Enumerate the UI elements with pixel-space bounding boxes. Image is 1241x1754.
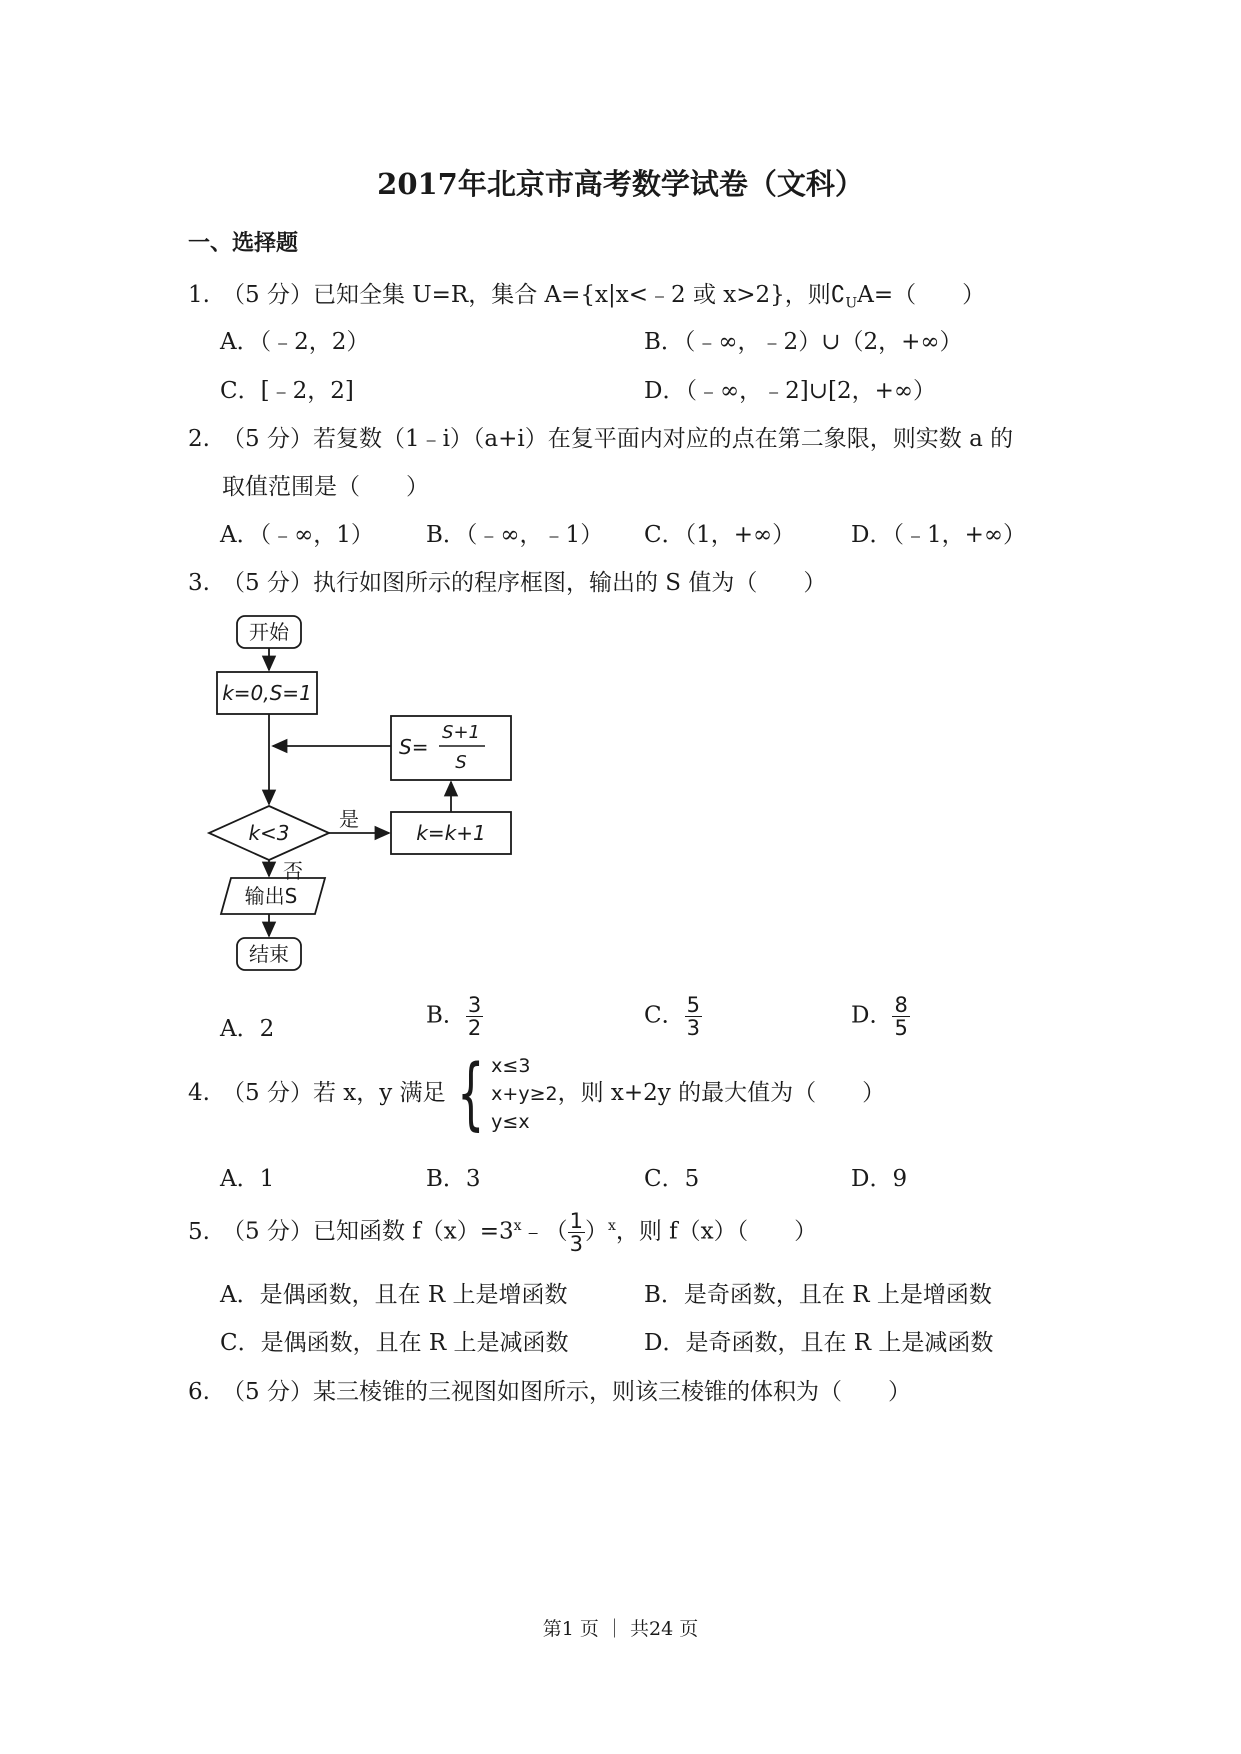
numerator: 1 bbox=[569, 1209, 583, 1233]
question-stem: （5 分）已知全集 U=R，集合 A={x|x<﹣2 或 x>2}，则∁ bbox=[222, 282, 846, 308]
option-b: B．3 bbox=[426, 1166, 481, 1192]
denominator: 3 bbox=[686, 1016, 700, 1040]
page-footer: 第1 页 ｜ 共24 页 bbox=[542, 1618, 699, 1640]
question-stem-end: A=（ ） bbox=[857, 282, 986, 308]
question-number: 5. bbox=[188, 1218, 210, 1245]
constraint: x≤3 bbox=[491, 1055, 531, 1077]
flowchart-init-label: k=0,S=1 bbox=[222, 681, 312, 705]
question-number: 1. bbox=[188, 282, 210, 308]
option-c: C．（1，+∞） bbox=[644, 522, 796, 548]
option-a: A．（﹣∞，1） bbox=[220, 522, 374, 548]
fraction bbox=[568, 1210, 585, 1255]
question-stem-end: ，则 f（x）（ ） bbox=[615, 1218, 818, 1245]
option-d: D．9 bbox=[851, 1166, 908, 1192]
section-heading: 一、选择题 bbox=[188, 230, 299, 256]
constraint: y≤x bbox=[491, 1111, 530, 1133]
flowchart-end-label: 结束 bbox=[249, 942, 289, 966]
fraction bbox=[685, 994, 702, 1039]
question-stem: ﹣（ bbox=[521, 1218, 568, 1245]
option-c bbox=[644, 994, 702, 1039]
exponent: x bbox=[513, 1217, 522, 1234]
flowchart-output-label: 输出S bbox=[244, 884, 298, 908]
option-label: B． bbox=[426, 1002, 466, 1029]
exponent: x bbox=[607, 1217, 616, 1234]
question-number: 3. bbox=[188, 570, 210, 596]
flowchart-assign-numerator: S+1 bbox=[442, 722, 480, 743]
fraction bbox=[466, 994, 483, 1039]
question-2-line2: 取值范围是（ ） bbox=[222, 474, 429, 500]
question-stem: （5 分）若 x，y 满足 bbox=[222, 1080, 446, 1106]
option-label: C． bbox=[644, 1002, 685, 1029]
numerator: 5 bbox=[686, 993, 700, 1017]
page-title: 2017年北京市高考数学试卷（文科） bbox=[377, 167, 864, 201]
option-c: C．5 bbox=[644, 1166, 700, 1192]
denominator: 2 bbox=[467, 1016, 482, 1040]
option-b bbox=[426, 994, 483, 1039]
option-d: D．（﹣1，+∞） bbox=[851, 522, 1027, 548]
question-3 bbox=[188, 564, 826, 597]
option-d: D．（﹣∞，﹣2]∪[2，+∞） bbox=[644, 378, 937, 404]
flowchart-increment-label: k=k+1 bbox=[416, 821, 486, 845]
flowchart-condition-label: k<3 bbox=[248, 821, 290, 845]
question-number: 4. bbox=[188, 1080, 210, 1106]
flowchart-start-label: 开始 bbox=[249, 620, 289, 644]
question-number: 2. bbox=[188, 426, 210, 452]
question-5 bbox=[188, 1210, 817, 1255]
option-a: A．2 bbox=[220, 1016, 275, 1042]
question-2 bbox=[188, 420, 1013, 453]
flowchart bbox=[185, 608, 525, 988]
option-c: C．是偶函数，且在 R 上是减函数 bbox=[220, 1330, 569, 1356]
numerator: 8 bbox=[894, 993, 908, 1017]
question-stem: （5 分）执行如图所示的程序框图，输出的 S 值为（ ） bbox=[222, 570, 827, 596]
option-a: A．（﹣2，2） bbox=[220, 329, 370, 355]
inequality-system bbox=[446, 1049, 558, 1139]
flowchart-no-label: 否 bbox=[283, 859, 303, 883]
brace-icon: { bbox=[456, 1049, 485, 1139]
option-d: D．是奇函数，且在 R 上是减函数 bbox=[644, 1330, 994, 1356]
option-b: B．（﹣∞，﹣2）∪（2，+∞） bbox=[644, 329, 963, 355]
fraction bbox=[892, 994, 909, 1039]
flowchart-assign-lhs: S= bbox=[399, 735, 429, 759]
flowchart-assign-denominator: S bbox=[455, 752, 467, 773]
question-1 bbox=[188, 276, 985, 312]
constraint: x+y≥2 bbox=[491, 1083, 558, 1105]
option-a: A．是偶函数，且在 R 上是增函数 bbox=[220, 1282, 568, 1308]
option-c: C．[﹣2，2] bbox=[220, 378, 354, 404]
numerator: 3 bbox=[467, 993, 482, 1017]
denominator: 5 bbox=[894, 1016, 908, 1040]
option-b: B．是奇函数，且在 R 上是增函数 bbox=[644, 1282, 992, 1308]
denominator: 3 bbox=[569, 1232, 583, 1256]
question-stem-end: ，则 x+2y 的最大值为（ ） bbox=[557, 1080, 886, 1106]
option-b: B．（﹣∞，﹣1） bbox=[426, 522, 604, 548]
option-a: A．1 bbox=[220, 1166, 275, 1192]
question-stem: （5 分）某三棱锥的三视图如图所示，则该三棱锥的体积为（ ） bbox=[222, 1379, 911, 1405]
question-stem: （5 分）若复数（1﹣i）（a+i）在复平面内对应的点在第二象限，则实数 a 的 bbox=[222, 426, 1014, 452]
option-d bbox=[851, 994, 910, 1039]
option-label: D． bbox=[851, 1002, 893, 1029]
question-6 bbox=[188, 1373, 911, 1406]
flowchart-yes-label: 是 bbox=[339, 807, 359, 831]
question-4 bbox=[188, 1049, 886, 1139]
question-stem: （5 分）已知函数 f（x）=3 bbox=[222, 1218, 514, 1245]
question-stem: ） bbox=[584, 1218, 608, 1245]
question-number: 6. bbox=[188, 1379, 210, 1405]
complement-subscript: U bbox=[845, 295, 858, 312]
